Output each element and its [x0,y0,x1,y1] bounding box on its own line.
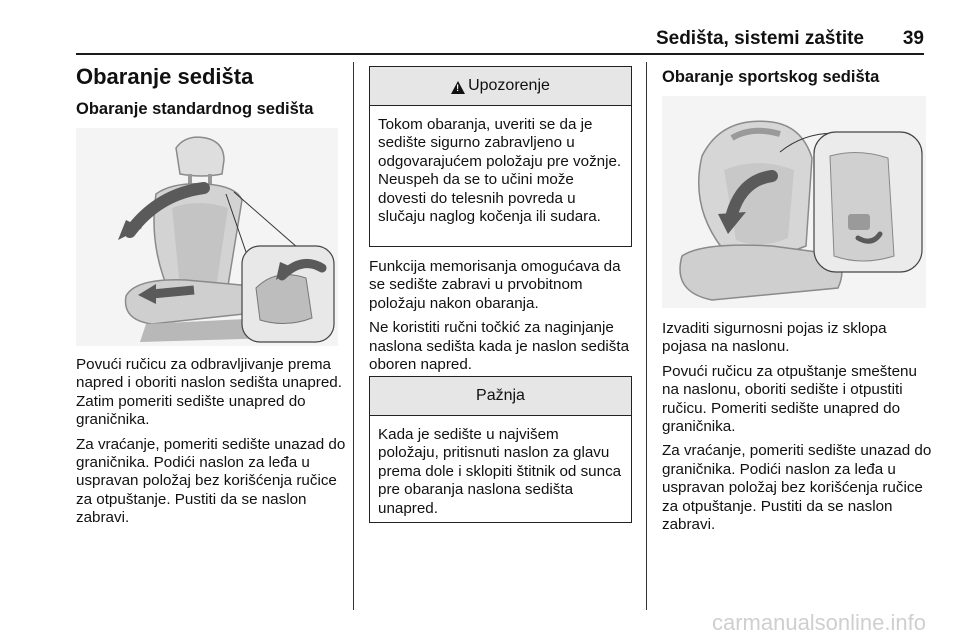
warning-triangle-icon: ! [451,81,465,94]
middle-column-text [369,258,635,380]
paragraph: Funkcija memorisanja omogućava da se sedište zabravi u prvobitnom položaju nakon obaranja. [369,258,621,312]
caution-box [369,376,632,523]
page-number: 39 [902,28,924,49]
section-heading: Obaranje sedišta [76,64,254,89]
paragraph: Za vraćanje, pomeriti sedište unazad do graničnika. Podići naslon za leđa u uspravan položaj bez korišćenja ručice za otpuštanje. Pustiti da se naslon zabravi. [662,442,932,534]
header-rule [76,53,924,55]
warning-title: Upozorenje [468,77,550,94]
caution-text: Kada je sedište u najvišem položaju, pritisnuti naslon za glavu prema dole i sklopiti štitnik od sunca pre obaranja naslona sedišta unapred. [378,426,622,517]
caution-title: Pažnja [476,387,525,404]
paragraph: Povući ručicu za odbravljivanje prema napred i oboriti naslon sedišta unapred. Zatim pomeriti sedište unapred do graničnika. [76,356,342,429]
standard-seat-illustration [76,128,338,346]
sport-seat-illustration [662,96,926,308]
warning-box [369,66,632,247]
left-column [76,64,344,120]
left-column-text [76,356,346,534]
sport-seat-subheading: Obaranje sportskog sedišta [662,68,880,86]
running-header-title: Sedišta, sistemi zaštite [655,28,864,49]
standard-seat-subheading: Obaranje standardnog sedišta [76,100,314,118]
right-column [662,66,932,88]
warning-text: Tokom obaranja, uveriti se da je sedište sigurno zabravljeno u odgovarajućem položaju pre vožnje. Neuspeh da se to učini može dovesti do telesnih povreda u slučaju naglog kočenja ili sudara. [378,116,622,226]
watermark: carmanualsonline.info [711,610,926,635]
column-divider-left [353,62,354,610]
paragraph: Izvaditi sigurnosni pojas iz sklopa pojasa na naslonu. [662,320,887,356]
paragraph: Povući ručicu za otpuštanje smeštenu na naslonu, oboriti sedište i otpustiti ručicu. Pomeriti sedište unapred do graničnika. [662,362,917,436]
caution-box-header [370,377,631,416]
column-divider-right [646,62,647,610]
paragraph: Ne koristiti ručni točkić za naginjanje naslona sedišta kada je naslon sedišta oboren napred. [369,319,630,374]
paragraph: Za vraćanje, pomeriti sedište unazad do graničnika. Podići naslon za leđa u uspravan položaj bez korišćenja ručice za otpuštanje. Pustiti da se naslon zabravi. [76,435,346,527]
right-column-text [662,320,932,540]
warning-box-header [370,67,631,106]
